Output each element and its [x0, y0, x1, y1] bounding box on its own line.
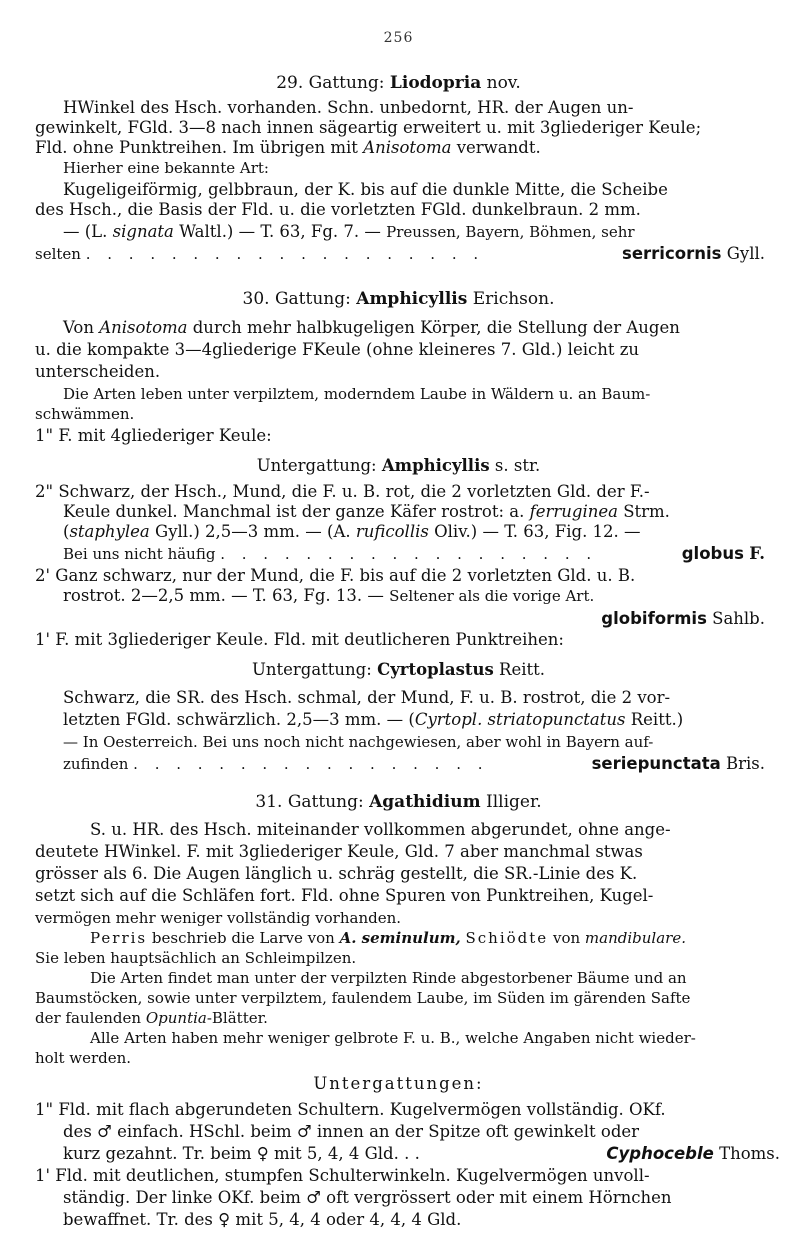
subgenera-heading: Untergattungen: — [313, 1074, 484, 1093]
genus-31-heading: 31. Gattung: Agathidium Illiger. — [255, 792, 542, 812]
text-line: Schwarz, die SR. des Hsch. schmal, der Mund, F. u. B. rostrot, die 2 vor- — [63, 688, 671, 707]
text-line: selten . . . . . . . . . . . . . . . . . . . — [35, 245, 485, 263]
text-line: des Hsch., die Basis der Fld. u. die vorletzten FGld. dunkelbraun. 2 mm. — [35, 200, 641, 219]
text-line: — In Oesterreich. Bei uns noch nicht nachgewiesen, aber wohl in Bayern auf- — [63, 733, 654, 751]
text-line: S. u. HR. des Hsch. miteinander vollkommen abgerundet, ohne ange- — [90, 820, 671, 839]
species-name: seriepunctata Bris. — [591, 754, 765, 773]
text-line: kurz gezahnt. Tr. beim ♀ mit 5, 4, 4 Gld. . . — [63, 1144, 420, 1163]
key-couplet: 1" F. mit 4gliederiger Keule: — [35, 426, 272, 445]
text-line: gewinkelt, FGld. 3—8 nach innen sägeartig erweitert u. mit 3gliederiger Keule; — [35, 118, 702, 137]
subgenus-name: Cyphoceble Thoms. — [606, 1144, 780, 1163]
genus-29-heading: 29. Gattung: Liodopria nov. — [276, 73, 521, 93]
text-line: Fld. ohne Punktreihen. Im übrigen mit Anisotoma verwandt. — [35, 138, 541, 157]
text-line: bewaffnet. Tr. des ♀ mit 5, 4, 4 oder 4, 4, 4 Gld. — [63, 1210, 462, 1229]
text-line: — (L. signata Waltl.) — T. 63, Fg. 7. — Preussen, Bayern, Böhmen, sehr — [63, 222, 635, 241]
species-name: globiformis Sahlb. — [601, 609, 765, 628]
genus-30-heading: 30. Gattung: Amphicyllis Erichson. — [242, 289, 555, 309]
text-line: Von Anisotoma durch mehr halbkugeligen Körper, die Stellung der Augen — [63, 318, 680, 337]
subgenus-heading: Untergattung: Amphicyllis s. str. — [256, 456, 541, 475]
text-line: deutete HWinkel. F. mit 3gliederiger Keule, Gld. 7 aber manchmal stwas — [35, 842, 643, 861]
text-line: unterscheiden. — [35, 362, 161, 381]
text-line: HWinkel des Hsch. vorhanden. Schn. unbedornt, HR. der Augen un- — [63, 98, 634, 117]
text-line: Keule dunkel. Manchmal ist der ganze Käfer rostrot: a. ferruginea Strm. — [63, 502, 670, 521]
page-number: 256 — [383, 30, 414, 46]
text-line: holt werden. — [35, 1049, 132, 1067]
text-line: Die Arten findet man unter der verpilzten Rinde abgestorbener Bäume und an — [90, 969, 687, 987]
text-line: Perris beschrieb die Larve von A. seminulum, Schiödte von mandibulare. — [90, 929, 686, 947]
text-line: schwämmen. — [35, 405, 135, 423]
subgenus-heading: Untergattung: Cyrtoplastus Reitt. — [251, 660, 546, 679]
text-line: grösser als 6. Die Augen länglich u. schräg gestellt, die SR.-Linie des K. — [35, 864, 638, 883]
text-line: u. die kompakte 3—4gliederige FKeule (ohne kleineres 7. Gld.) leicht zu — [35, 340, 640, 359]
key-couplet: 2" Schwarz, der Hsch., Mund, die F. u. B. rot, die 2 vorletzten Gld. der F.- — [35, 482, 650, 501]
text-line: zufinden . . . . . . . . . . . . . . . . . — [63, 755, 489, 773]
text-line: rostrot. 2—2,5 mm. — T. 63, Fg. 13. — Seltener als die vorige Art. — [63, 586, 595, 605]
key-couplet: 1' F. mit 3gliederiger Keule. Fld. mit deutlicheren Punktreihen: — [35, 630, 564, 649]
text-line: Die Arten leben unter verpilztem, moderndem Laube in Wäldern u. an Baum- — [63, 385, 651, 403]
text-line: des ♂ einfach. HSchl. beim ♂ innen an der Spitze oft gewinkelt oder — [63, 1122, 640, 1141]
text-line: letzten FGld. schwärzlich. 2,5—3 mm. — (Cyrtopl. striatopunctatus Reitt.) — [63, 710, 684, 729]
text-line: Kugeligeiförmig, gelbbraun, der K. bis auf die dunkle Mitte, die Scheibe — [63, 180, 668, 199]
text-line: vermögen mehr weniger vollständig vorhanden. — [35, 909, 402, 927]
key-couplet: 1" Fld. mit flach abgerundeten Schultern. Kugelvermögen vollständig. OKf. — [35, 1100, 666, 1119]
species-name: serricornis Gyll. — [622, 244, 765, 263]
species-name: globus F. — [681, 544, 765, 563]
text-line: Sie leben hauptsächlich an Schleimpilzen. — [35, 949, 357, 967]
text-line: (staphylea Gyll.) 2,5—3 mm. — (A. ruficollis Oliv.) — T. 63, Fig. 12. — — [63, 522, 641, 541]
text-line: Alle Arten haben mehr weniger gelbrote F. u. B., welche Angaben nicht wieder- — [90, 1029, 696, 1047]
text-line: Hierher eine bekannte Art: — [63, 159, 269, 177]
key-couplet: 2' Ganz schwarz, nur der Mund, die F. bis auf die 2 vorletzten Gld. u. B. — [35, 566, 636, 585]
text-line: Bei uns nicht häufig . . . . . . . . . . . . . . . . . . — [63, 545, 598, 563]
text-line: setzt sich auf die Schläfen fort. Fld. ohne Spuren von Punktreihen, Kugel- — [35, 886, 654, 905]
text-line: ständig. Der linke OKf. beim ♂ oft vergrössert oder mit einem Hörnchen — [63, 1188, 672, 1207]
text-line: Baumstöcken, sowie unter verpilztem, faulendem Laube, im Süden im gärenden Safte — [35, 989, 691, 1007]
key-couplet: 1' Fld. mit deutlichen, stumpfen Schulterwinkeln. Kugelvermögen unvoll- — [35, 1166, 650, 1185]
text-line: der faulenden Opuntia-Blätter. — [35, 1009, 268, 1027]
